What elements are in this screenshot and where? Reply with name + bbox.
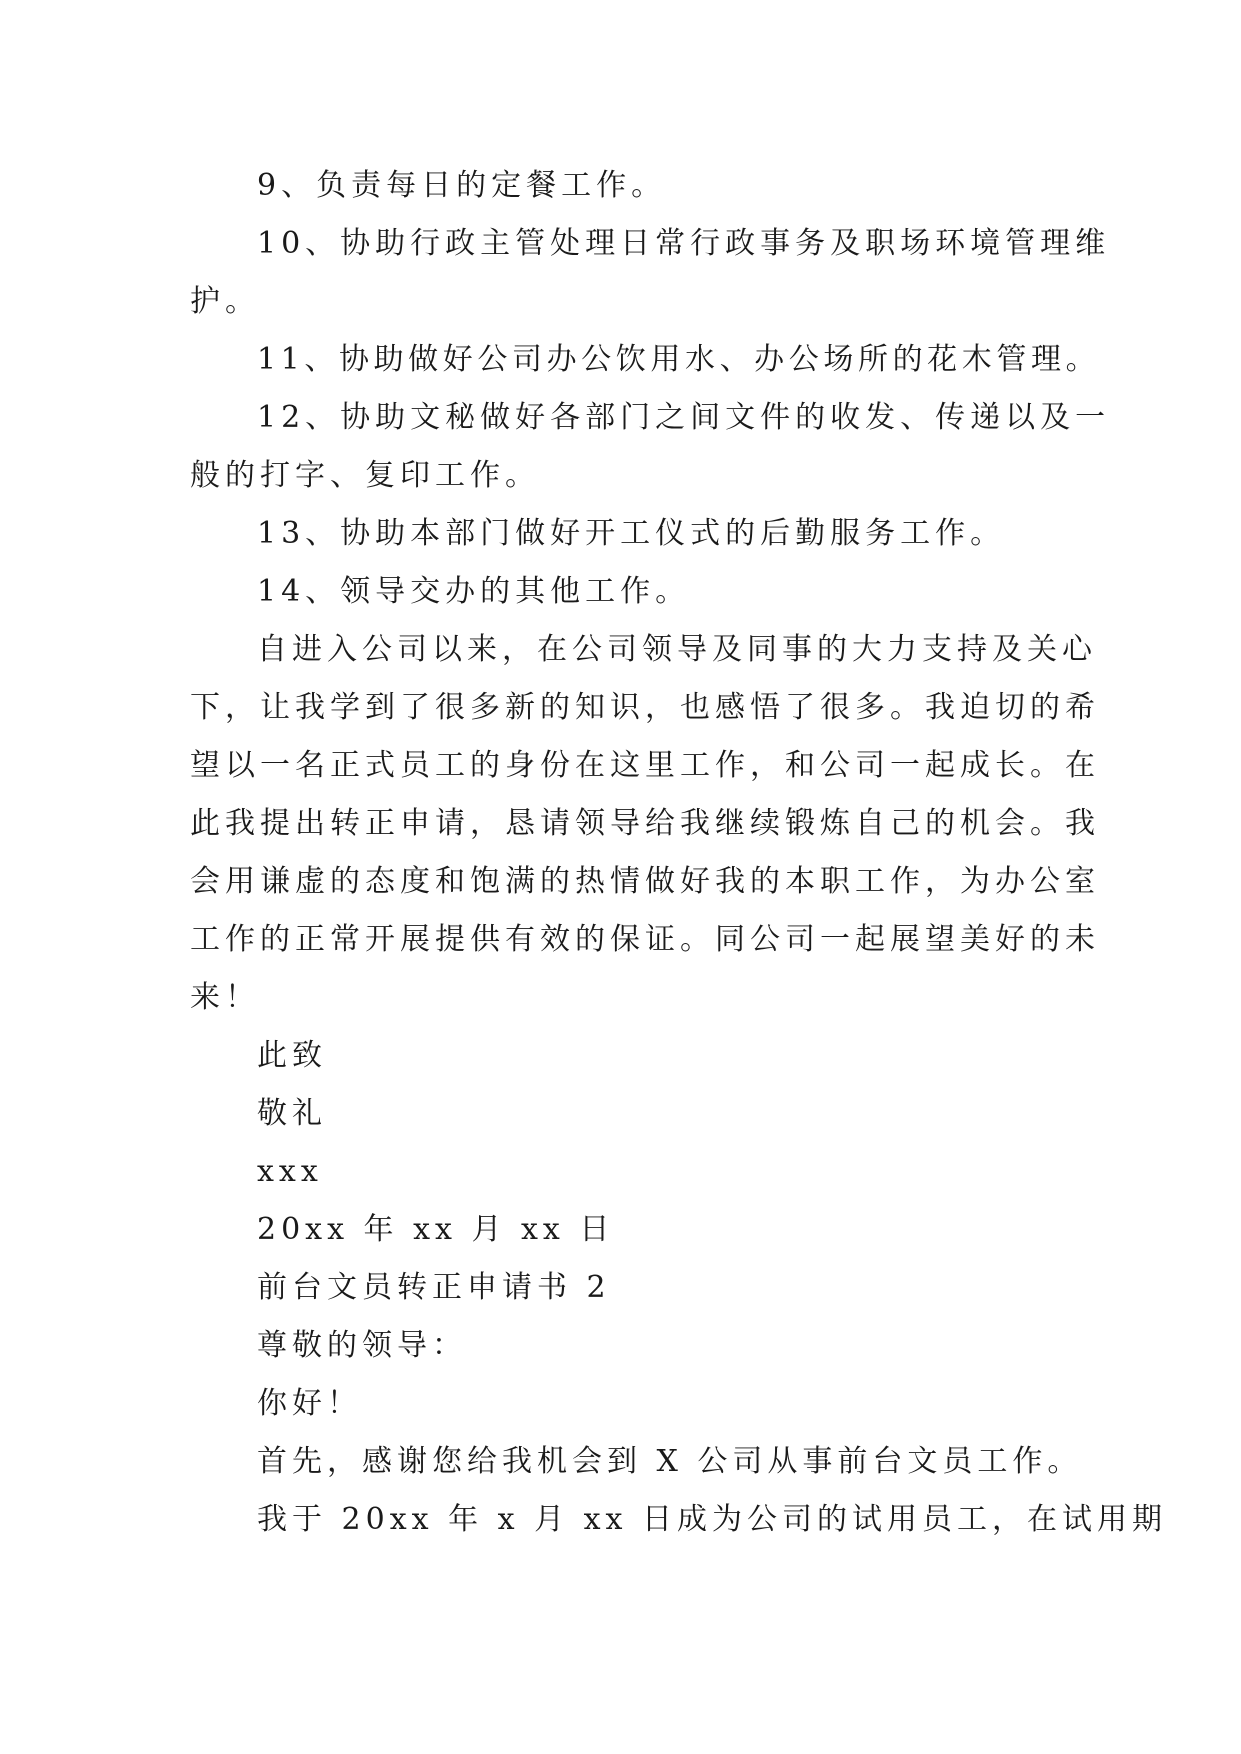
- duty-item-14: 14、领导交办的其他工作。: [257, 574, 691, 609]
- duty-item-11: 11、协助做好公司办公饮用水、办公场所的花木管理。: [257, 342, 1101, 377]
- signature-date: 20xx 年 xx 月 xx 日: [257, 1212, 615, 1247]
- body-paragraph-line: 望以一名正式员工的身份在这里工作，和公司一起成长。在: [190, 748, 1100, 783]
- closing-salutation: 此致: [257, 1038, 327, 1073]
- duty-item-10-cont: 护。: [190, 284, 260, 319]
- duty-item-12-cont: 般的打字、复印工作。: [190, 458, 540, 493]
- closing-regards: 敬礼: [257, 1096, 327, 1131]
- duty-item-10: 10、协助行政主管处理日常行政事务及职场环境管理维: [257, 226, 1111, 261]
- greeting-addressee: 尊敬的领导：: [257, 1328, 467, 1363]
- body-paragraph-line: 工作的正常开展提供有效的保证。同公司一起展望美好的未: [190, 922, 1100, 957]
- body-paragraph-line: 首先，感谢您给我机会到 X 公司从事前台文员工作。: [257, 1444, 1083, 1479]
- greeting-hello: 你好！: [257, 1386, 362, 1421]
- duty-item-13: 13、协助本部门做好开工仪式的后勤服务工作。: [257, 516, 1006, 551]
- body-paragraph-line: 此我提出转正申请，恳请领导给我继续锻炼自己的机会。我: [190, 806, 1100, 841]
- body-paragraph-line: 来！: [190, 980, 260, 1015]
- body-paragraph-line: 自进入公司以来，在公司领导及同事的大力支持及关心: [257, 632, 1097, 667]
- signature-name: xxx: [257, 1154, 323, 1189]
- duty-item-12: 12、协助文秘做好各部门之间文件的收发、传递以及一: [257, 400, 1111, 435]
- body-paragraph-line: 我于 20xx 年 x 月 xx 日成为公司的试用员工，在试用期: [257, 1502, 1167, 1537]
- duty-item-9: 9、负责每日的定餐工作。: [257, 168, 667, 203]
- section-title: 前台文员转正申请书 2: [257, 1270, 611, 1305]
- body-paragraph-line: 会用谦虚的态度和饱满的热情做好我的本职工作，为办公室: [190, 864, 1100, 899]
- body-paragraph-line: 下，让我学到了很多新的知识，也感悟了很多。我迫切的希: [190, 690, 1100, 725]
